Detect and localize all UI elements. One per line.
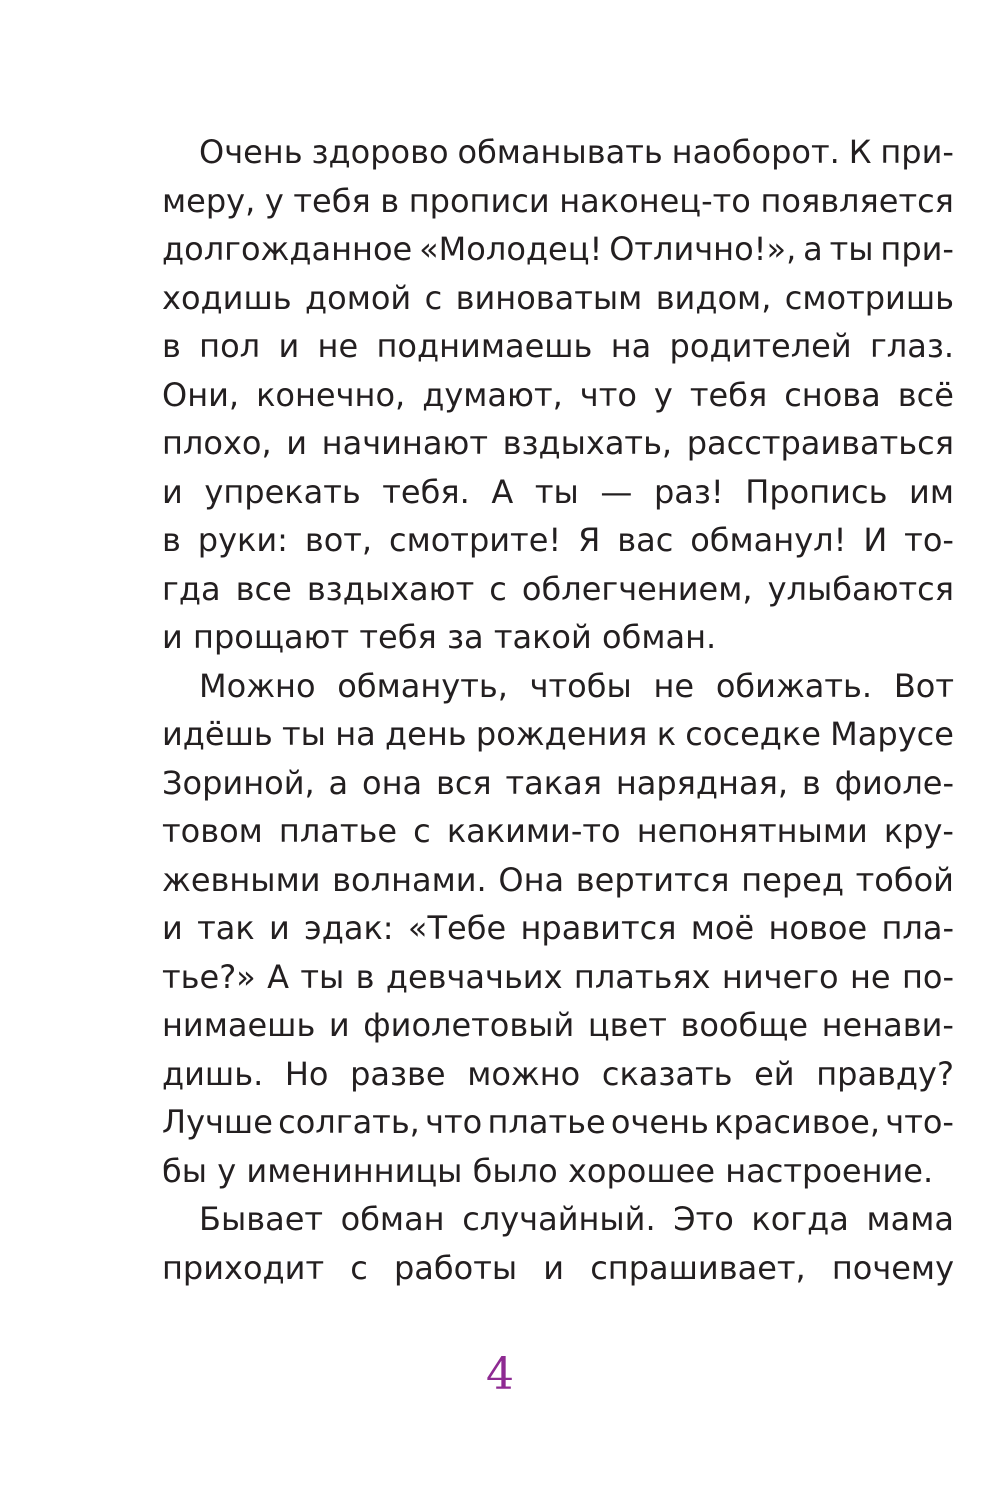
text-line: Лучше солгать, что платье очень красивое, что- — [162, 1103, 954, 1141]
text-line: ходишь домой с виноватым видом, смотришь — [162, 278, 954, 317]
body-text — [162, 128, 954, 1292]
text-line: Бывает обман случайный. Это когда мама — [199, 1200, 954, 1238]
text-line: меру, у тебя в прописи наконец-то появляется — [162, 181, 954, 220]
text-line: бы у именинницы было хорошее настроение. — [162, 1151, 934, 1190]
text-line: в пол и не поднимаешь на родителей глаз. — [162, 327, 954, 365]
text-line: тье?» А ты в девчачьих платьях ничего не по- — [162, 957, 954, 996]
text-line: Они, конечно, думают, что у тебя снова всё — [162, 375, 954, 414]
text-line: товом платье с какими-то непонятными кру- — [162, 812, 954, 850]
text-line: и упрекать тебя. А ты — раз! Пропись им — [162, 472, 954, 511]
text-line: долгожданное «Молодец! Отлично!», а ты при- — [162, 230, 954, 268]
text-line: Зориной, а она вся такая нарядная, в фиоле- — [162, 763, 954, 802]
text-line: и прощают тебя за такой обман. — [162, 618, 717, 656]
text-line: нимаешь и фиолетовый цвет вообще ненави- — [162, 1006, 954, 1044]
text-line: жевными волнами. Она вертится перед тобой — [162, 860, 954, 899]
text-line: Можно обмануть, чтобы не обижать. Вот — [199, 666, 954, 705]
text-line: приходит с работы и спрашивает, почему — [162, 1248, 954, 1287]
page-number: 4 — [486, 1349, 514, 1400]
text-line: плохо, и начинают вздыхать, расстраиваться — [162, 424, 954, 462]
text-line: идёшь ты на день рождения к соседке Марусе — [162, 715, 954, 753]
text-line: Очень здорово обманывать наоборот. К при- — [199, 133, 954, 171]
text-line: гда все вздыхают с облегчением, улыбаются — [162, 569, 954, 608]
text-line: в руки: вот, смотрите! Я вас обманул! И то- — [162, 521, 954, 559]
text-line: и так и эдак: «Тебе нравится моё новое пла- — [162, 909, 954, 947]
text-line: дишь. Но разве можно сказать ей правду? — [162, 1054, 954, 1093]
